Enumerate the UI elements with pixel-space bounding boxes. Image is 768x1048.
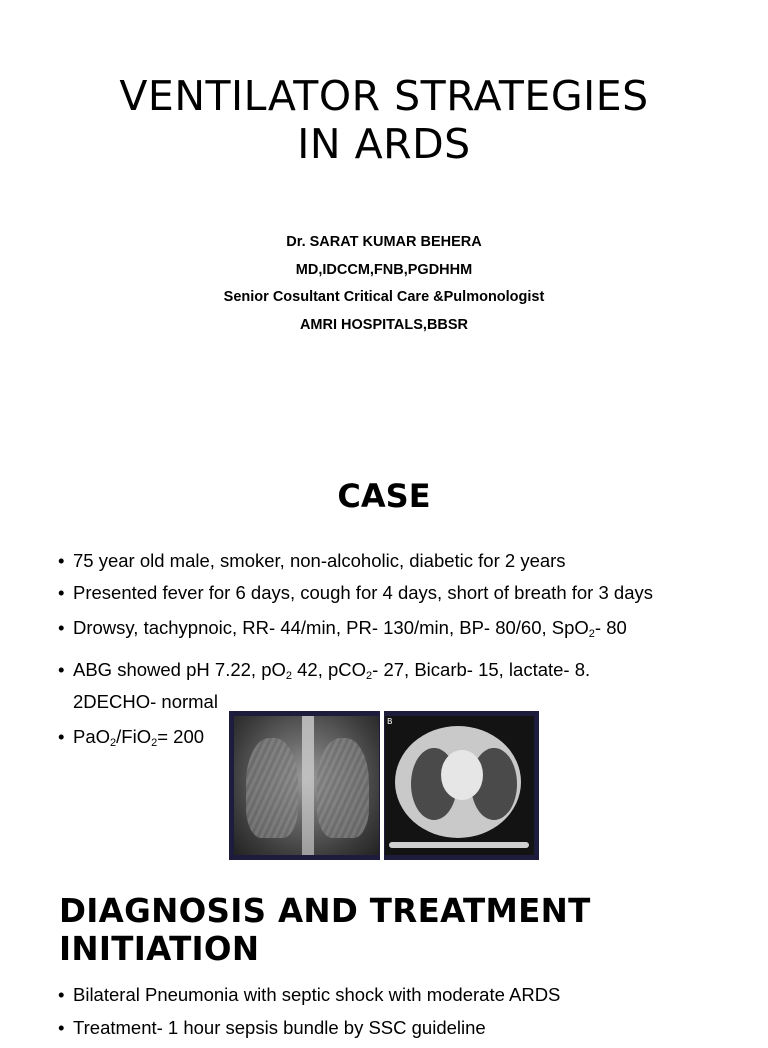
title-slide bbox=[0, 0, 768, 430]
chest-imaging-figure bbox=[229, 711, 539, 860]
case-slide bbox=[0, 430, 768, 870]
author-block bbox=[0, 229, 768, 339]
bullet-text: Treatment- 1 hour sepsis bundle by SSC guideline bbox=[73, 1017, 486, 1038]
bullet-text: Bilateral Pneumonia with septic shock with moderate ARDS bbox=[73, 984, 561, 1005]
image-divider bbox=[380, 711, 384, 860]
subscript: 2 bbox=[110, 737, 117, 749]
ct-table bbox=[389, 842, 529, 848]
bullet-text: Drowsy, tachypnoic, RR- 44/min, PR- 130/min, BP- 80/60, SpO bbox=[73, 617, 589, 638]
subscript: 2 bbox=[366, 670, 373, 682]
subscript: 2 bbox=[151, 737, 158, 749]
list-item bbox=[58, 580, 748, 605]
diagnosis-heading bbox=[59, 892, 749, 968]
bullet-text: PaO bbox=[73, 726, 111, 747]
author-credentials: MD,IDCCM,FNB,PGDHHM bbox=[295, 261, 473, 278]
bullet-text: 75 year old male, smoker, non-alcoholic, diabetic for 2 years bbox=[73, 550, 566, 571]
author-name: Dr. SARAT KUMAR BEHERA bbox=[286, 234, 482, 250]
diagnosis-bullet-list bbox=[58, 982, 748, 1048]
list-item bbox=[58, 1015, 748, 1040]
subscript: 2 bbox=[588, 628, 595, 640]
chest-xray-image bbox=[234, 716, 379, 855]
image-label: B bbox=[387, 717, 393, 726]
author-position: Senior Cosultant Critical Care &Pulmonologist bbox=[223, 289, 545, 305]
list-item bbox=[58, 982, 748, 1007]
heading-line-1: DIAGNOSIS AND TREATMENT bbox=[59, 892, 591, 930]
bullet-text: Presented fever for 6 days, cough for 4 days, short of breath for 3 days bbox=[73, 582, 653, 603]
xray-lung-right bbox=[317, 738, 369, 838]
list-item bbox=[58, 548, 748, 573]
author-institution: AMRI HOSPITALS,BBSR bbox=[299, 316, 469, 333]
bullet-text: = 200 bbox=[157, 726, 205, 747]
diagnosis-slide bbox=[0, 870, 768, 1038]
xray-lung-left bbox=[246, 738, 298, 838]
bullet-text: ABG showed pH 7.22, pO bbox=[73, 659, 286, 680]
ct-body-outline bbox=[395, 726, 521, 838]
bullet-text: 42, pCO bbox=[292, 659, 367, 680]
ct-heart bbox=[441, 750, 483, 800]
chest-ct-image bbox=[385, 716, 534, 855]
list-item bbox=[58, 657, 748, 714]
list-item bbox=[58, 615, 748, 647]
presentation-title bbox=[0, 72, 768, 168]
title-line-2: IN ARDS bbox=[297, 120, 471, 168]
subscript: 2 bbox=[285, 670, 292, 682]
bullet-text: 2DECHO- normal bbox=[73, 691, 218, 712]
title-line-1: VENTILATOR STRATEGIES bbox=[119, 72, 649, 120]
xray-spine bbox=[302, 716, 314, 855]
heading-line-2: INITIATION bbox=[59, 930, 260, 968]
bullet-text: /FiO bbox=[116, 726, 152, 747]
bullet-text: - 27, Bicarb- 15, lactate- 8. bbox=[372, 659, 591, 680]
bullet-text: - 80 bbox=[594, 617, 627, 638]
case-heading: CASE bbox=[337, 477, 431, 515]
